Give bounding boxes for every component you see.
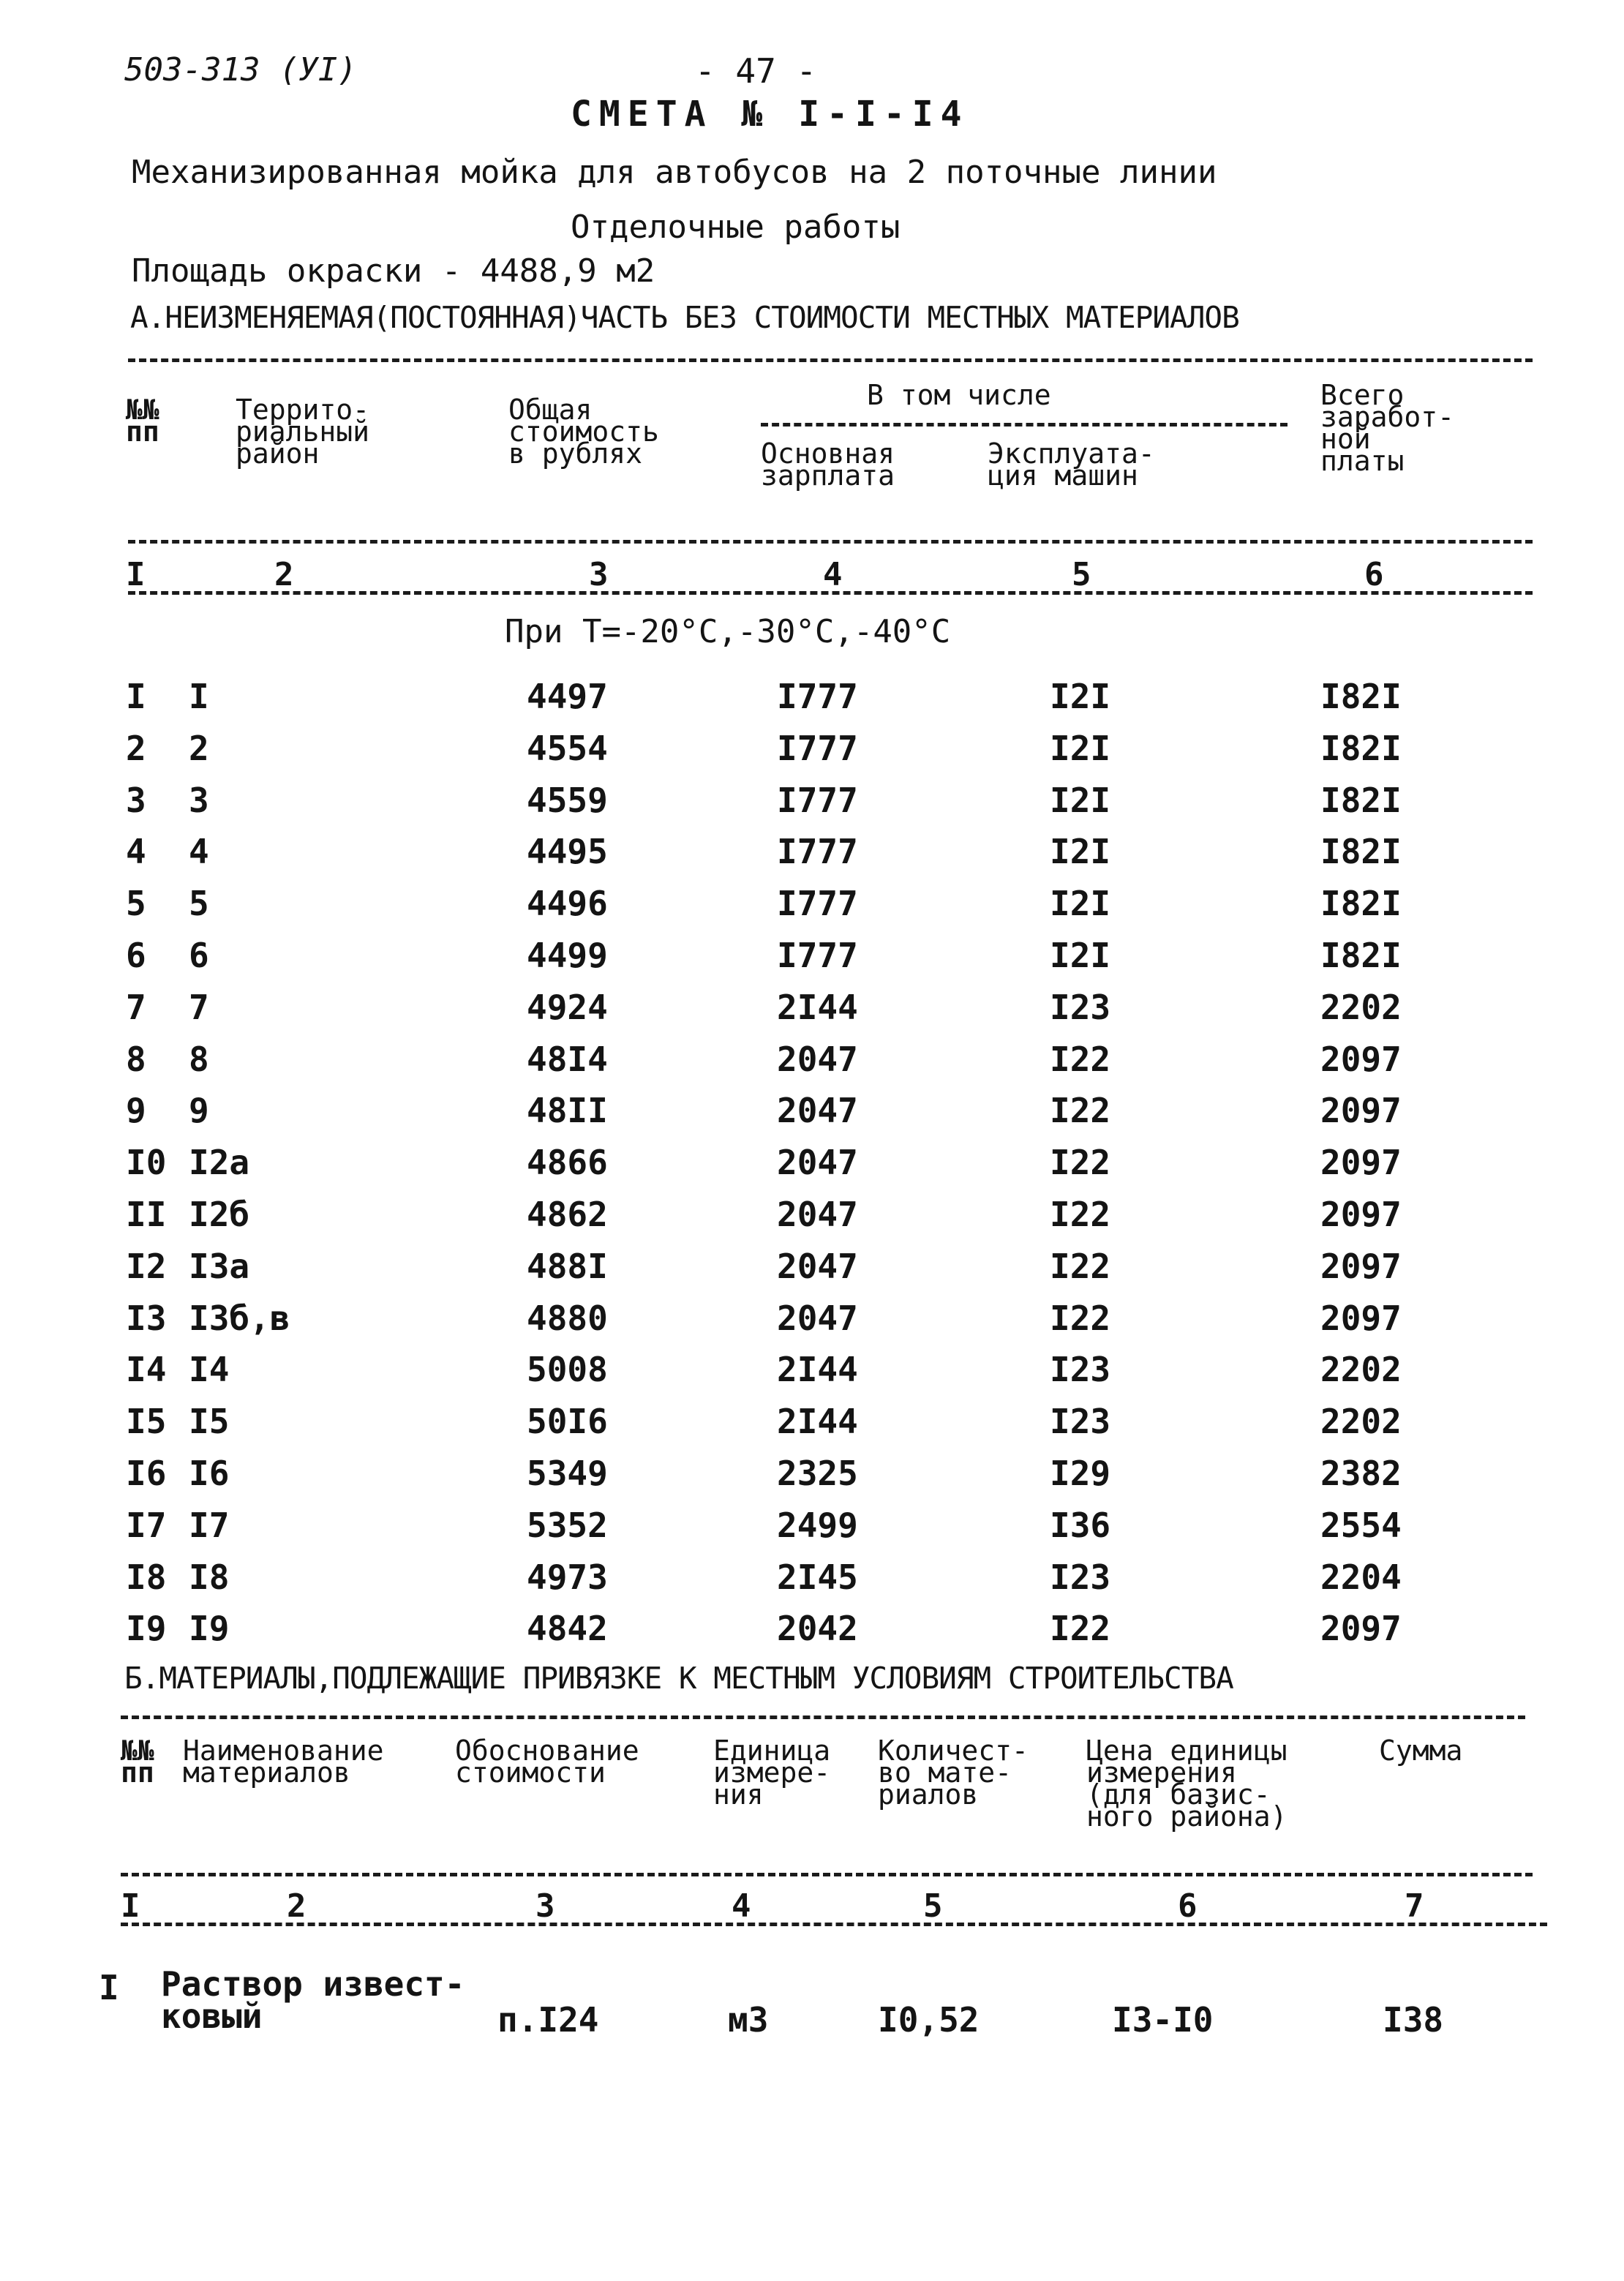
row-machine-operation: I23: [1050, 1350, 1111, 1389]
row-num: 6: [126, 936, 146, 975]
row-num: I3: [126, 1299, 167, 1338]
row-total-wage: I82I: [1320, 832, 1402, 871]
row-region: 7: [189, 988, 209, 1027]
section-a-title: А.НЕИЗМЕНЯЕМАЯ(ПОСТОЯННАЯ)ЧАСТЬ БЕЗ СТОИМОСТИ МЕСТНЫХ МАТЕРИАЛОВ: [130, 300, 1239, 335]
row-base-wage: 2I44: [777, 1402, 858, 1441]
row-total-cost: 5008: [527, 1350, 608, 1389]
row-region: I5: [189, 1402, 230, 1441]
document-code: 503-313 (УI): [124, 51, 357, 89]
table-row: [0, 936, 1624, 987]
col-number-1: I: [121, 1887, 140, 1925]
row-total-cost: 4973: [527, 1557, 608, 1597]
col-number-7: 7: [1405, 1887, 1424, 1925]
header-cost-basis: Обоснование стоимости: [455, 1735, 639, 1789]
row-machine-operation: I23: [1050, 1557, 1111, 1597]
row-region: I3а: [189, 1247, 250, 1286]
table-row: [0, 729, 1624, 780]
row-base-wage: I777: [777, 729, 858, 768]
row-total-cost: 5349: [527, 1454, 608, 1493]
row-total-wage: 2202: [1320, 1350, 1402, 1389]
divider: [121, 1923, 1547, 1926]
material-unit-price: I3-I0: [1112, 2000, 1214, 2040]
table-row: [0, 1402, 1624, 1453]
row-num: I7: [126, 1506, 167, 1545]
row-total-cost: 488I: [527, 1247, 608, 1286]
row-region: I7: [189, 1506, 230, 1545]
header-sum: Сумма: [1379, 1735, 1463, 1767]
row-machine-operation: I22: [1050, 1040, 1111, 1079]
table-row: [0, 1299, 1624, 1350]
row-region: I2б: [189, 1195, 250, 1234]
row-total-wage: 2202: [1320, 1402, 1402, 1441]
row-region: 6: [189, 936, 209, 975]
col-number-1: I: [126, 556, 146, 593]
row-num: 3: [126, 781, 146, 820]
row-total-wage: 2097: [1320, 1609, 1402, 1648]
row-region: I2а: [189, 1143, 250, 1182]
row-machine-operation: I23: [1050, 1402, 1111, 1441]
col-number-3: 3: [589, 556, 609, 593]
header-quantity: Количест- во мате- риалов: [878, 1735, 1029, 1811]
row-num: 7: [126, 988, 146, 1027]
row-region: 4: [189, 832, 209, 871]
header-total-cost: Общая стоимость в рублях: [508, 394, 659, 470]
row-machine-operation: I2I: [1050, 832, 1111, 871]
row-base-wage: 2047: [777, 1195, 858, 1234]
row-machine-operation: I23: [1050, 988, 1111, 1027]
row-region: I6: [189, 1454, 230, 1493]
row-num: I6: [126, 1454, 167, 1493]
divider: [128, 358, 1533, 362]
row-machine-operation: I22: [1050, 1247, 1111, 1286]
row-base-wage: 2047: [777, 1299, 858, 1338]
table-row: [0, 988, 1624, 1039]
row-base-wage: 2325: [777, 1454, 858, 1493]
row-total-wage: 2097: [1320, 1091, 1402, 1130]
row-total-cost: 4880: [527, 1299, 608, 1338]
row-base-wage: 2047: [777, 1091, 858, 1130]
row-machine-operation: I36: [1050, 1506, 1111, 1545]
header-base-wage: Основная зарплата: [761, 437, 895, 492]
row-machine-operation: I2I: [1050, 677, 1111, 716]
row-num: 9: [126, 1091, 146, 1130]
divider: [761, 423, 1287, 426]
table-row: [0, 1040, 1624, 1091]
col-number-5: 5: [1072, 556, 1091, 593]
page-number: - 47 -: [695, 51, 817, 91]
row-num: I9: [126, 1609, 167, 1648]
row-machine-operation: I22: [1050, 1091, 1111, 1130]
material-num: I: [99, 1968, 119, 2007]
row-region: I4: [189, 1350, 230, 1389]
row-region: 2: [189, 729, 209, 768]
row-total-wage: I82I: [1320, 884, 1402, 923]
temperature-condition: При Т=-20°С,-30°С,-40°С: [505, 613, 951, 650]
row-region: 3: [189, 781, 209, 820]
material-unit: м3: [728, 2000, 769, 2040]
header-material-name: Наименование материалов: [183, 1735, 384, 1789]
row-total-cost: 4495: [527, 832, 608, 871]
header-machine-operation: Эксплуата- ция машин: [988, 437, 1155, 492]
row-region: 9: [189, 1091, 209, 1130]
row-num: I0: [126, 1143, 167, 1182]
row-num: I4: [126, 1350, 167, 1389]
table-row: [0, 1350, 1624, 1401]
row-total-cost: 48II: [527, 1091, 608, 1130]
row-base-wage: 2I45: [777, 1557, 858, 1597]
estimate-title: СМЕТА № I-I-I4: [571, 94, 969, 135]
col-number-2: 2: [274, 556, 294, 593]
table-row: [0, 832, 1624, 883]
row-machine-operation: I22: [1050, 1143, 1111, 1182]
row-base-wage: 2047: [777, 1247, 858, 1286]
row-base-wage: I777: [777, 884, 858, 923]
row-total-wage: 2554: [1320, 1506, 1402, 1545]
row-region: I9: [189, 1609, 230, 1648]
row-num: 2: [126, 729, 146, 768]
row-total-cost: 4862: [527, 1195, 608, 1234]
row-region: I: [189, 677, 209, 716]
header-total-wage: Всего заработ- ной платы: [1320, 379, 1455, 477]
row-machine-operation: I22: [1050, 1195, 1111, 1234]
header-unit-price: Цена единицы измерения (для базис- ного района): [1086, 1735, 1287, 1833]
row-total-wage: I82I: [1320, 936, 1402, 975]
row-total-cost: 4559: [527, 781, 608, 820]
row-total-cost: 4554: [527, 729, 608, 768]
row-total-wage: 2097: [1320, 1299, 1402, 1338]
row-total-wage: I82I: [1320, 729, 1402, 768]
row-total-cost: 4866: [527, 1143, 608, 1182]
row-num: 8: [126, 1040, 146, 1079]
table-row: [0, 1091, 1624, 1142]
header-region: Террито- риальный район: [236, 394, 370, 470]
row-base-wage: I777: [777, 936, 858, 975]
row-total-cost: 48I4: [527, 1040, 608, 1079]
header-num: №№ пп: [126, 394, 159, 448]
row-total-wage: 2382: [1320, 1454, 1402, 1493]
row-region: 8: [189, 1040, 209, 1079]
row-total-cost: 4497: [527, 677, 608, 716]
row-machine-operation: I2I: [1050, 781, 1111, 820]
header-group: В том числе: [867, 379, 1051, 411]
row-total-wage: 2204: [1320, 1557, 1402, 1597]
col-number-5: 5: [923, 1887, 943, 1925]
row-num: 5: [126, 884, 146, 923]
row-total-cost: 5352: [527, 1506, 608, 1545]
row-total-wage: 2202: [1320, 988, 1402, 1027]
col-number-6: 6: [1178, 1887, 1198, 1925]
row-num: I: [126, 677, 146, 716]
row-base-wage: 2047: [777, 1040, 858, 1079]
divider: [121, 1716, 1525, 1719]
row-region: I3б,в: [189, 1299, 290, 1338]
row-region: I8: [189, 1557, 230, 1597]
row-machine-operation: I29: [1050, 1454, 1111, 1493]
row-total-wage: 2097: [1320, 1143, 1402, 1182]
table-row: [0, 1557, 1624, 1609]
row-total-wage: I82I: [1320, 781, 1402, 820]
row-machine-operation: I2I: [1050, 729, 1111, 768]
row-base-wage: I777: [777, 832, 858, 871]
row-base-wage: 2047: [777, 1143, 858, 1182]
row-total-wage: 2097: [1320, 1195, 1402, 1234]
header-num: №№ пп: [121, 1735, 154, 1789]
row-num: II: [126, 1195, 167, 1234]
row-total-wage: 2097: [1320, 1247, 1402, 1286]
material-quantity: I0,52: [878, 2000, 980, 2040]
table-row: [0, 884, 1624, 935]
row-total-cost: 4499: [527, 936, 608, 975]
material-basis: п.I24: [497, 2000, 599, 2040]
table-row: [0, 677, 1624, 728]
header-unit: Единица измере- ния: [713, 1735, 831, 1811]
row-region: 5: [189, 884, 209, 923]
row-machine-operation: I2I: [1050, 936, 1111, 975]
row-total-cost: 4496: [527, 884, 608, 923]
row-num: I2: [126, 1247, 167, 1286]
col-number-4: 4: [732, 1887, 751, 1925]
table-row: [0, 1247, 1624, 1298]
divider: [128, 540, 1533, 544]
row-base-wage: 2I44: [777, 1350, 858, 1389]
divider: [128, 591, 1533, 595]
row-base-wage: I777: [777, 677, 858, 716]
row-total-wage: I82I: [1320, 677, 1402, 716]
row-total-wage: 2097: [1320, 1040, 1402, 1079]
row-base-wage: 2I44: [777, 988, 858, 1027]
row-machine-operation: I2I: [1050, 884, 1111, 923]
row-num: 4: [126, 832, 146, 871]
material-name: Раствор извест- ковый: [161, 1964, 465, 2036]
col-number-6: 6: [1364, 556, 1384, 593]
row-num: I8: [126, 1557, 167, 1597]
section-b-title: Б.МАТЕРИАЛЫ,ПОДЛЕЖАЩИЕ ПРИВЯЗКЕ К МЕСТНЫМ УСЛОВИЯМ СТРОИТЕЛЬСТВА: [124, 1661, 1233, 1696]
row-base-wage: 2499: [777, 1506, 858, 1545]
work-type: Отделочные работы: [571, 208, 901, 246]
row-num: I5: [126, 1402, 167, 1441]
table-row: [0, 1143, 1624, 1194]
table-row: [0, 1609, 1624, 1660]
row-total-cost: 4924: [527, 988, 608, 1027]
row-machine-operation: I22: [1050, 1299, 1111, 1338]
row-base-wage: 2042: [777, 1609, 858, 1648]
table-row: [0, 1195, 1624, 1246]
material-sum: I38: [1383, 2000, 1444, 2040]
row-total-cost: 50I6: [527, 1402, 608, 1441]
object-name: Механизированная мойка для автобусов на 2 поточные линии: [132, 154, 1217, 191]
col-number-4: 4: [823, 556, 843, 593]
col-number-3: 3: [535, 1887, 555, 1925]
table-row: [0, 781, 1624, 832]
row-total-cost: 4842: [527, 1609, 608, 1648]
divider: [121, 1873, 1533, 1876]
table-row: [0, 1454, 1624, 1505]
row-base-wage: I777: [777, 781, 858, 820]
table-row: [0, 1506, 1624, 1557]
painting-area: Площадь окраски - 4488,9 м2: [132, 252, 655, 290]
col-number-2: 2: [287, 1887, 307, 1925]
row-machine-operation: I22: [1050, 1609, 1111, 1648]
